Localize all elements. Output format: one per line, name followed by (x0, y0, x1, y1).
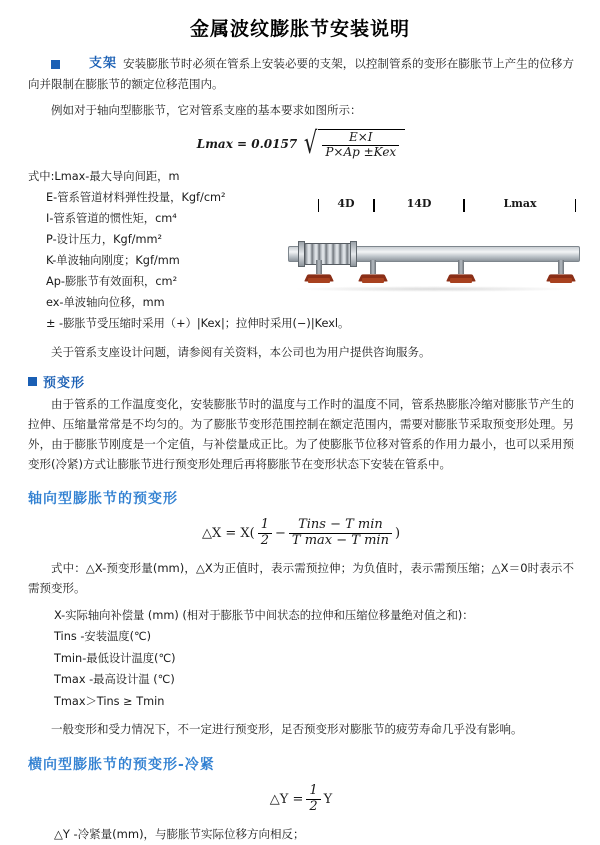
radical-icon: √ (304, 125, 318, 161)
legend-row: ± -膨胀节受压缩时采用（+）|Kex|；拉伸时采用(−)|Kexl。 (46, 316, 350, 330)
document-body (0, 53, 600, 845)
lateral-half-fraction (306, 784, 320, 815)
axial-variable-list (54, 605, 574, 712)
lateral-half-numerator: 1 (309, 782, 318, 798)
document-page (0, 14, 600, 841)
bellow-end-right (350, 241, 357, 267)
axial-formula-block (28, 518, 574, 549)
support-base-lower (362, 278, 384, 283)
legend-row: P-设计压力，Kgf/mm² (46, 233, 163, 247)
lmax-fraction-denominator: P×Ap ±Kex (322, 145, 399, 160)
axial-variable-row: X-实际轴向补偿量 (mm) (相对于膨胀节中间状态的拉伸和压缩位移量绝对值之和)： (54, 608, 474, 622)
lateral-predeform-heading: 横向型膨胀节的预变形-冷紧 (28, 756, 215, 773)
axial-temp-denominator: T max − T min (289, 533, 392, 549)
square-marker-icon (28, 377, 37, 386)
diagram-dimension-row (282, 196, 582, 212)
lateral-formula-rhs: Y (323, 791, 333, 807)
lateral-formula-lhs: △Y = (269, 791, 304, 807)
support-guide-3 (548, 260, 574, 286)
support-stem (370, 260, 376, 274)
lateral-note: △Y -冷紧量(mm)，与膨胀节实际位移方向相反； (54, 826, 305, 841)
axial-variable-row: Tmin-最低设计温度(℃) (54, 651, 176, 665)
lmax-formula-block (28, 125, 574, 161)
support-base-lower (550, 278, 572, 283)
square-marker-icon (51, 60, 60, 69)
predeform-section-heading (28, 372, 574, 391)
page-title: 金属波纹膨胀节安装说明 (189, 18, 410, 40)
dimension-label: Lmax (503, 197, 537, 210)
sqrt-group (301, 125, 405, 161)
support-spacing-diagram (282, 196, 582, 316)
axial-variable-row: Tins -安装温度(℃) (54, 630, 152, 644)
lateral-half-denominator: 2 (306, 799, 320, 815)
support-stem (458, 260, 464, 274)
axial-formula-minus: − (275, 526, 286, 542)
diagram-dimension-14d (374, 199, 464, 212)
bracket-paragraph-3: 关于管系支座设计问题，请参阅有关资料，本公司也为用户提供咨询服务。 (51, 344, 431, 359)
lmax-fraction-numerator: E×I (348, 129, 373, 144)
legend-row: E-管系管道材料弹性投量，Kgf/cm² (46, 191, 226, 205)
diagram-shadow (292, 286, 576, 292)
axial-half-denominator: 2 (258, 533, 272, 549)
predeform-paragraph-1: 由于管系的工作温度变化，安装膨胀节时的温度与工作时的温度不同，管系热膨胀冷缩对膨胀节产生的拉伸、压缩量常常是不均匀的。为了膨胀节变形范围控制在额定范围内，需要对膨胀节采取预变形处理。另外，由于膨胀节刚度是一个定值，与补偿量成正比。为了使膨胀节位移对管系的作用力最小，也可以采用预变形(冷紧)方式让膨胀节进行预变形处理后再将膨胀节在变形状态下安装在管系中。 (28, 397, 574, 471)
axial-predeform-heading: 轴向型膨胀节的预变形 (28, 491, 178, 508)
support-guide-1 (360, 260, 386, 286)
legend-row: 式中:Lmax-最大导向间距，m (28, 170, 180, 184)
lateral-formula-block (28, 784, 574, 815)
sqrt-inner (318, 129, 405, 160)
support-base-lower (450, 278, 472, 283)
bracket-section-heading (51, 53, 123, 75)
axial-temp-numerator: Tins − T min (298, 517, 383, 533)
support-base-lower (308, 278, 330, 283)
axial-half-numerator: 1 (260, 517, 269, 533)
bracket-section-paragraph-1 (28, 53, 574, 95)
support-anchor-1 (306, 260, 332, 286)
axial-note-1: 式中：△X-预变形量(mm)，△X为正值时，表示需预拉伸；为负值时，表示需预压缩；△X＝0时表示不需预变形。 (28, 561, 574, 596)
axial-formula (202, 518, 400, 549)
axial-temp-fraction (289, 518, 392, 549)
legend-row: K-单波轴向刚度；Kgf/mm (46, 254, 180, 268)
axial-note-2: 一般变形和受力情况下，不一定进行预变形，足否预变形对膨胀节的疲劳寿命几乎没有影响。 (51, 722, 523, 737)
legend-row: Ap-膨胀节有效面积，cm² (46, 274, 178, 288)
axial-variable-row: Tmax＞Tins ≥ Tmin (54, 694, 165, 708)
bracket-paragraph-1-text: 安装膨胀节时必须在管系上安装必要的支架，以控制管系的变形在膨胀节上产生的位移方向并限制在膨胀节的额定位移范围内。 (28, 56, 574, 92)
lmax-formula-lhs: Lmax = 0.0157 (196, 137, 298, 152)
legend-row: ex-单波轴向位移，mm (46, 295, 165, 309)
bracket-paragraph-2: 例如对于轴向型膨胀节，它对管系支座的基本要求如图所示： (51, 103, 362, 118)
diagram-pipe-area (282, 216, 582, 312)
support-guide-2 (448, 260, 474, 286)
bracket-section-label: 支架 (89, 56, 118, 71)
support-stem (558, 260, 564, 274)
lmax-formula (196, 125, 405, 161)
diagram-dimension-4d (318, 199, 374, 212)
predeform-section-label: 预变形 (43, 376, 86, 392)
dimension-label: 14D (406, 197, 432, 210)
axial-formula-lhs: △X = X( (201, 526, 255, 542)
lateral-formula (270, 784, 332, 815)
legend-row: I-管系管道的惯性矩，cm⁴ (46, 212, 177, 226)
axial-formula-rhs: ) (394, 526, 401, 542)
support-stem (316, 260, 322, 274)
axial-variable-row: Tmax -最高设计温 (℃) (54, 673, 175, 687)
dimension-label: 4D (337, 197, 355, 210)
diagram-dimension-lmax (464, 199, 576, 212)
axial-half-fraction (258, 518, 272, 549)
lmax-fraction (322, 131, 399, 160)
